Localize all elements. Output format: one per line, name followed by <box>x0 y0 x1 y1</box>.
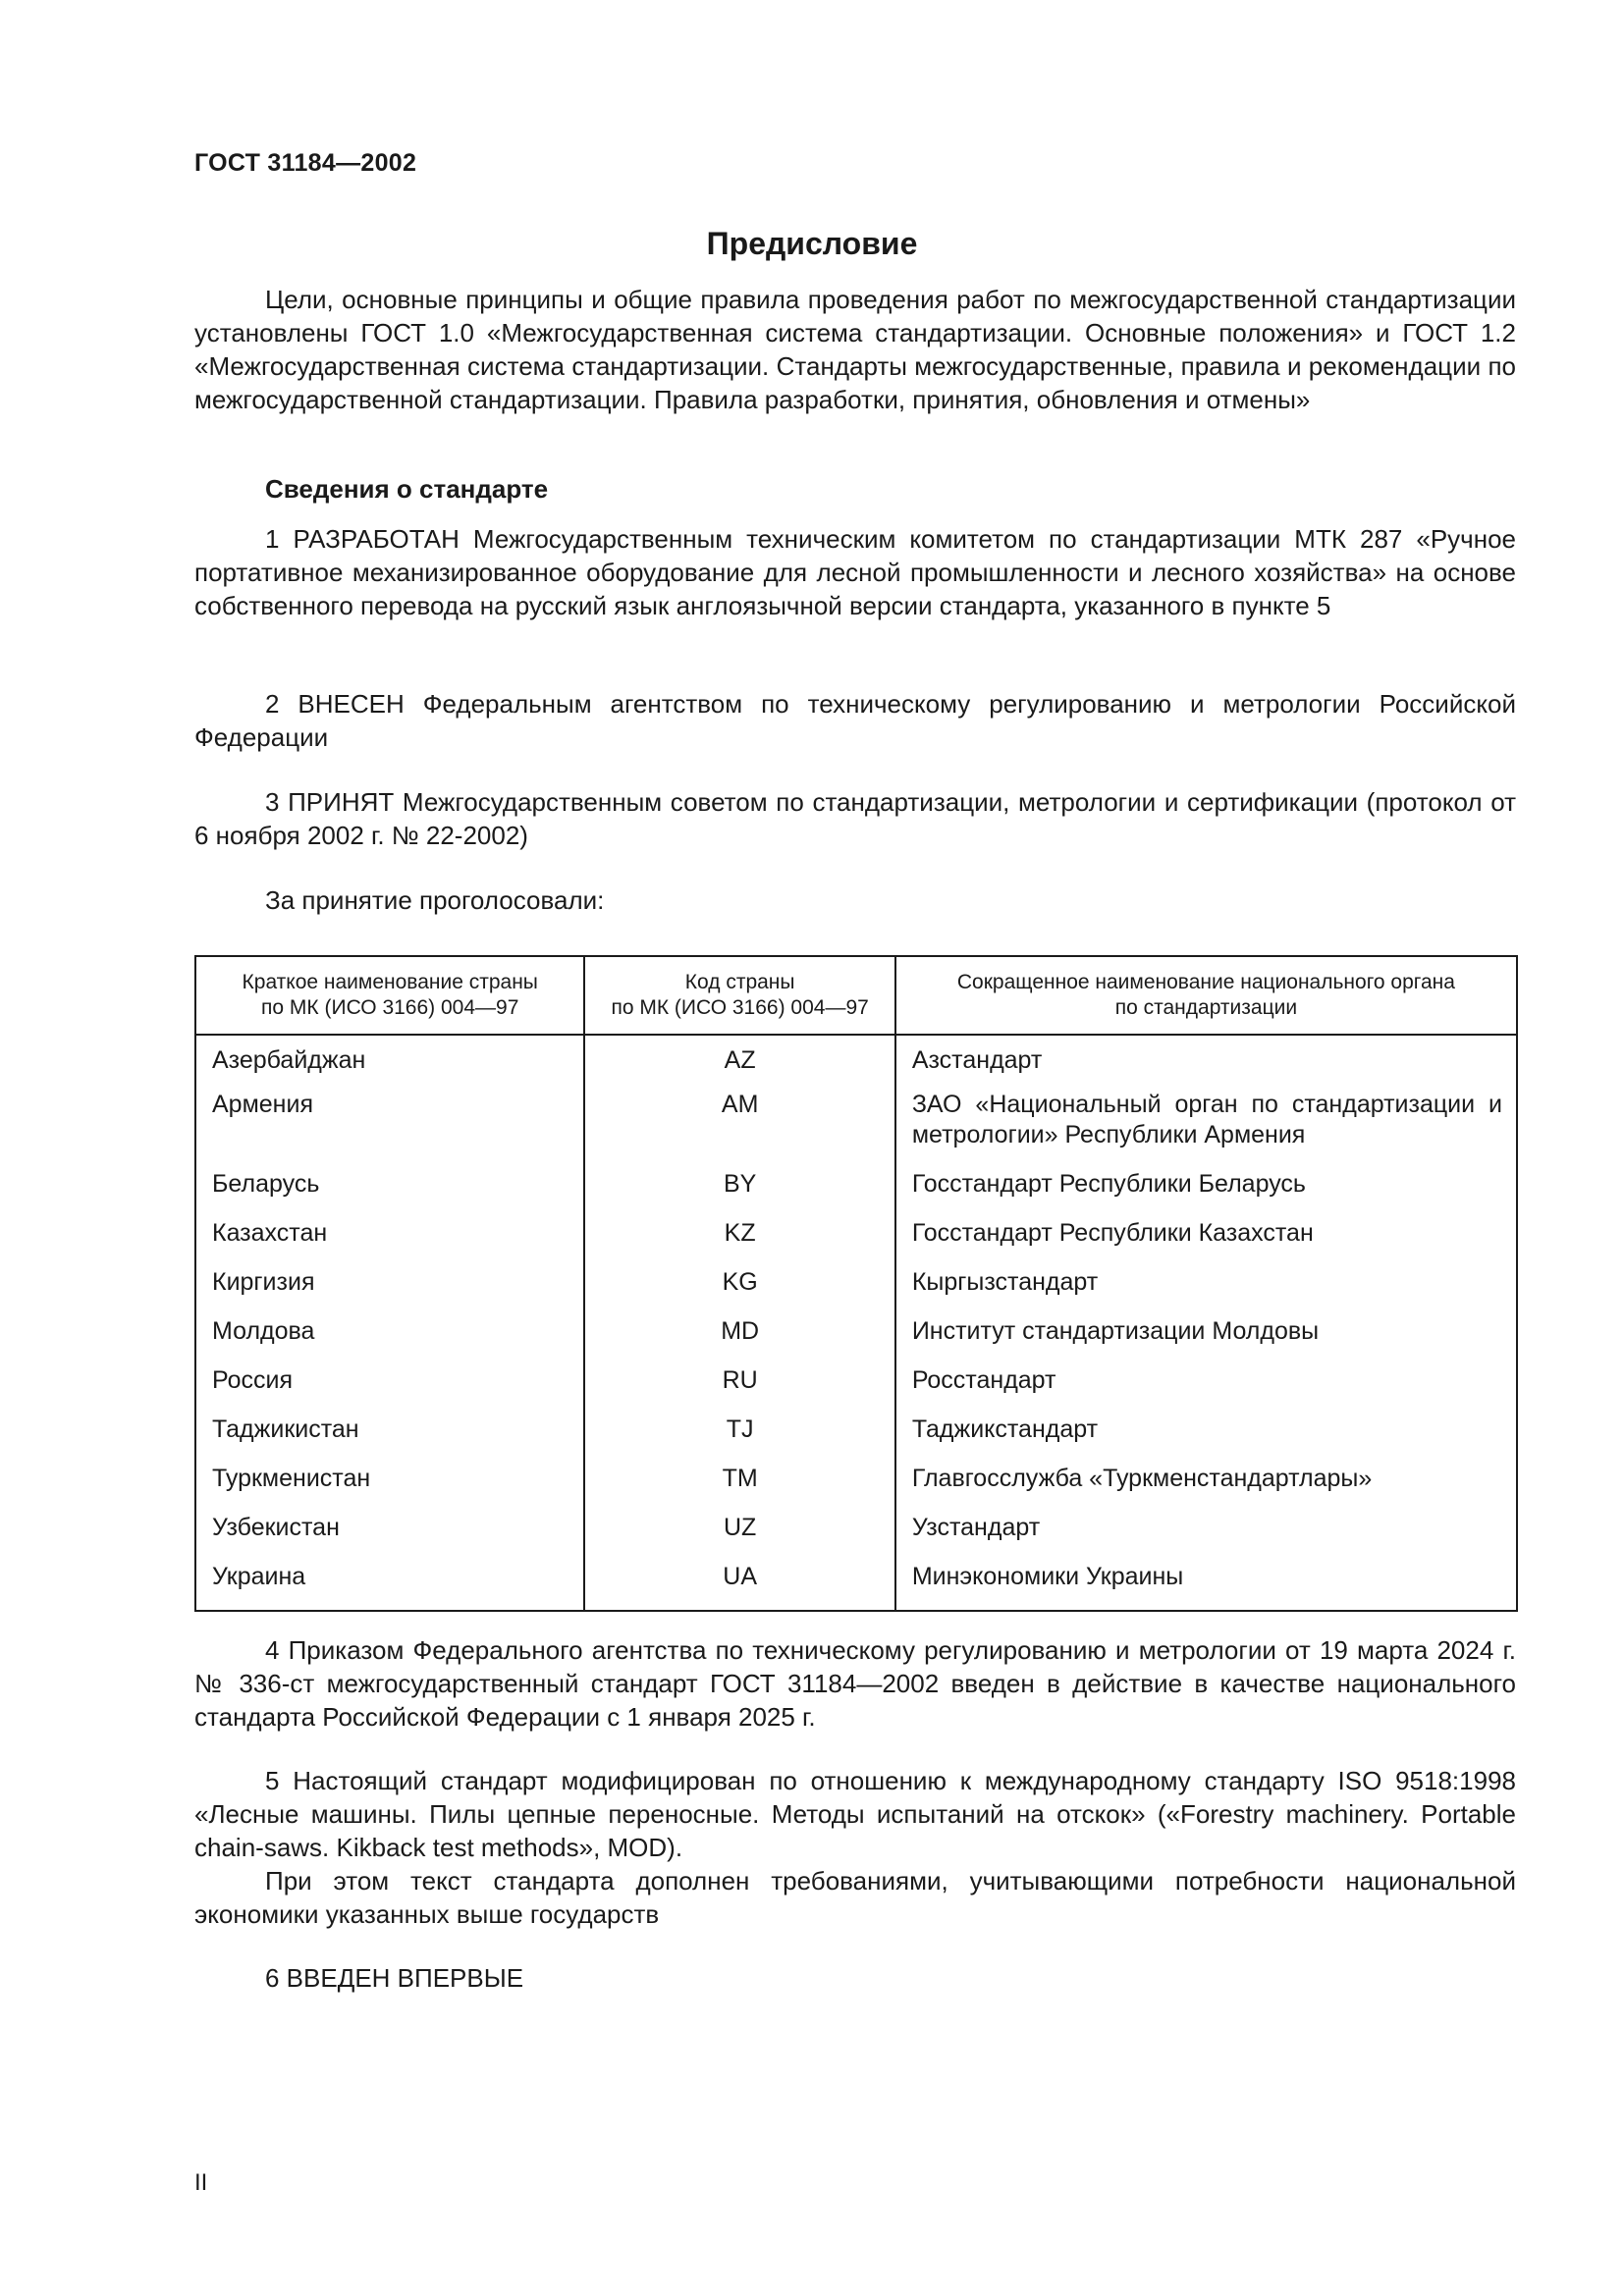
table-header-row <box>195 956 1517 1035</box>
organization-cell: Минэкономики Украины <box>911 1563 1184 1590</box>
table-row <box>195 1365 1517 1415</box>
table-row <box>195 1090 1517 1169</box>
organization-cell: Госстандарт Республики Казахстан <box>911 1219 1314 1247</box>
country-cell: Туркменистан <box>195 1464 584 1513</box>
item-6-first-introduced: 6 ВВЕДЕН ВПЕРВЫЕ <box>265 1963 524 1993</box>
organization-cell: Азстандарт <box>911 1046 1043 1074</box>
column-header-organization-line1: Сокращенное наименование национального органа <box>956 971 1455 993</box>
country-cell: Беларусь <box>195 1169 584 1218</box>
country-code-cell: RU <box>584 1365 894 1415</box>
table-row <box>195 1267 1517 1316</box>
organization-cell: ЗАО «Национальный орган по стандартизации и метрологии» Республики Армения <box>911 1091 1502 1148</box>
country-code-cell: KG <box>584 1267 894 1316</box>
country-cell: Россия <box>195 1365 584 1415</box>
item-2-submitted: 2 ВНЕСЕН Федеральным агентством по техническому регулированию и метрологии Российской Федерации <box>194 689 1516 752</box>
page-title: Предисловие <box>706 226 918 261</box>
country-code-cell: UZ <box>584 1513 894 1562</box>
country-code-cell: BY <box>584 1169 894 1218</box>
table-row <box>195 1316 1517 1365</box>
country-code-cell: TM <box>584 1464 894 1513</box>
item-1-developed: 1 РАЗРАБОТАН Межгосударственным техническим комитетом по стандартизации МТК 287 «Ручное портативное механизированное оборудование для лесной промышленности и лесного хозяйства» на основе собственного перевода на русский язык англоязычной версии стандарта, указанного в пункте 5 <box>194 524 1516 620</box>
country-cell: Киргизия <box>195 1267 584 1316</box>
item-4-enacted: 4 Приказом Федерального агентства по техническому регулированию и метрологии от 19 марта 2024 г. № 336-ст межгосударственный стандарт ГОСТ 31184—2002 введен в действие в качестве национального стандарта Российской Федерации с 1 января 2025 г. <box>194 1635 1516 1732</box>
column-header-code <box>584 956 894 1035</box>
organization-cell: Главгосслужба «Туркменстандартлары» <box>911 1465 1373 1492</box>
table-row <box>195 1169 1517 1218</box>
country-cell: Казахстан <box>195 1218 584 1267</box>
organization-cell: Таджикстандарт <box>911 1415 1099 1443</box>
country-cell: Азербайджан <box>195 1035 584 1090</box>
organization-cell: Кыргызстандарт <box>911 1268 1099 1296</box>
country-code-cell: KZ <box>584 1218 894 1267</box>
table-row <box>195 1415 1517 1464</box>
item-5-note: При этом текст стандарта дополнен требованиями, учитывающими потребности национальной экономики указанных выше государств <box>194 1866 1516 1929</box>
organization-cell: Госстандарт Республики Беларусь <box>911 1170 1306 1198</box>
column-header-organization <box>895 956 1517 1035</box>
item-5-modified: 5 Настоящий стандарт модифицирован по отношению к международному стандарту ISO 9518:1998 «Лесные машины. Пилы цепные переносные. Методы испытаний на отскок» («Forestry machinery. Portable chain-saws. Kikback test methods», MOD). <box>194 1766 1516 1862</box>
country-cell: Украина <box>195 1562 584 1611</box>
intro-paragraph: Цели, основные принципы и общие правила проведения работ по межгосударственной стандартизации установлены ГОСТ 1.0 «Межгосударственная система стандартизации. Основные положения» и ГОСТ 1.2 «Межгосударственная система стандартизации. Стандарты межгосударственные, правила и рекомендации по межгосударственной стандартизации. Правила разработки, принятия, обновления и отмены» <box>194 285 1516 414</box>
country-code-cell: AM <box>584 1090 894 1169</box>
item-3-adopted: 3 ПРИНЯТ Межгосударственным советом по стандартизации, метрологии и сертификации (протокол от 6 ноября 2002 г. № 22-2002) <box>194 787 1516 850</box>
country-cell: Армения <box>195 1090 584 1169</box>
country-code-cell: AZ <box>584 1035 894 1090</box>
voting-countries-table <box>194 955 1518 1612</box>
country-code-cell: MD <box>584 1316 894 1365</box>
table-row <box>195 1464 1517 1513</box>
page-number: II <box>194 2169 208 2196</box>
table-row <box>195 1218 1517 1267</box>
column-header-code-line2: по МК (ИСО 3166) 004—97 <box>611 996 869 1019</box>
column-header-country-line1: Краткое наименование страны <box>242 971 538 993</box>
organization-cell: Росстандарт <box>911 1366 1056 1394</box>
organization-cell: Узстандарт <box>911 1514 1041 1541</box>
standard-info-heading: Сведения о стандарте <box>265 474 549 504</box>
country-cell: Узбекистан <box>195 1513 584 1562</box>
table-row <box>195 1562 1517 1611</box>
country-cell: Молдова <box>195 1316 584 1365</box>
column-header-organization-line2: по стандартизации <box>1114 996 1298 1019</box>
country-cell: Таджикистан <box>195 1415 584 1464</box>
country-code-cell: TJ <box>584 1415 894 1464</box>
table-row <box>195 1035 1517 1090</box>
voted-label: За принятие проголосовали: <box>265 885 605 915</box>
column-header-code-line1: Код страны <box>684 971 795 993</box>
column-header-country-line2: по МК (ИСО 3166) 004—97 <box>261 996 519 1019</box>
column-header-country <box>195 956 584 1035</box>
country-code-cell: UA <box>584 1562 894 1611</box>
table-row <box>195 1513 1517 1562</box>
document-code: ГОСТ 31184—2002 <box>194 149 417 177</box>
organization-cell: Институт стандартизации Молдовы <box>911 1317 1320 1345</box>
